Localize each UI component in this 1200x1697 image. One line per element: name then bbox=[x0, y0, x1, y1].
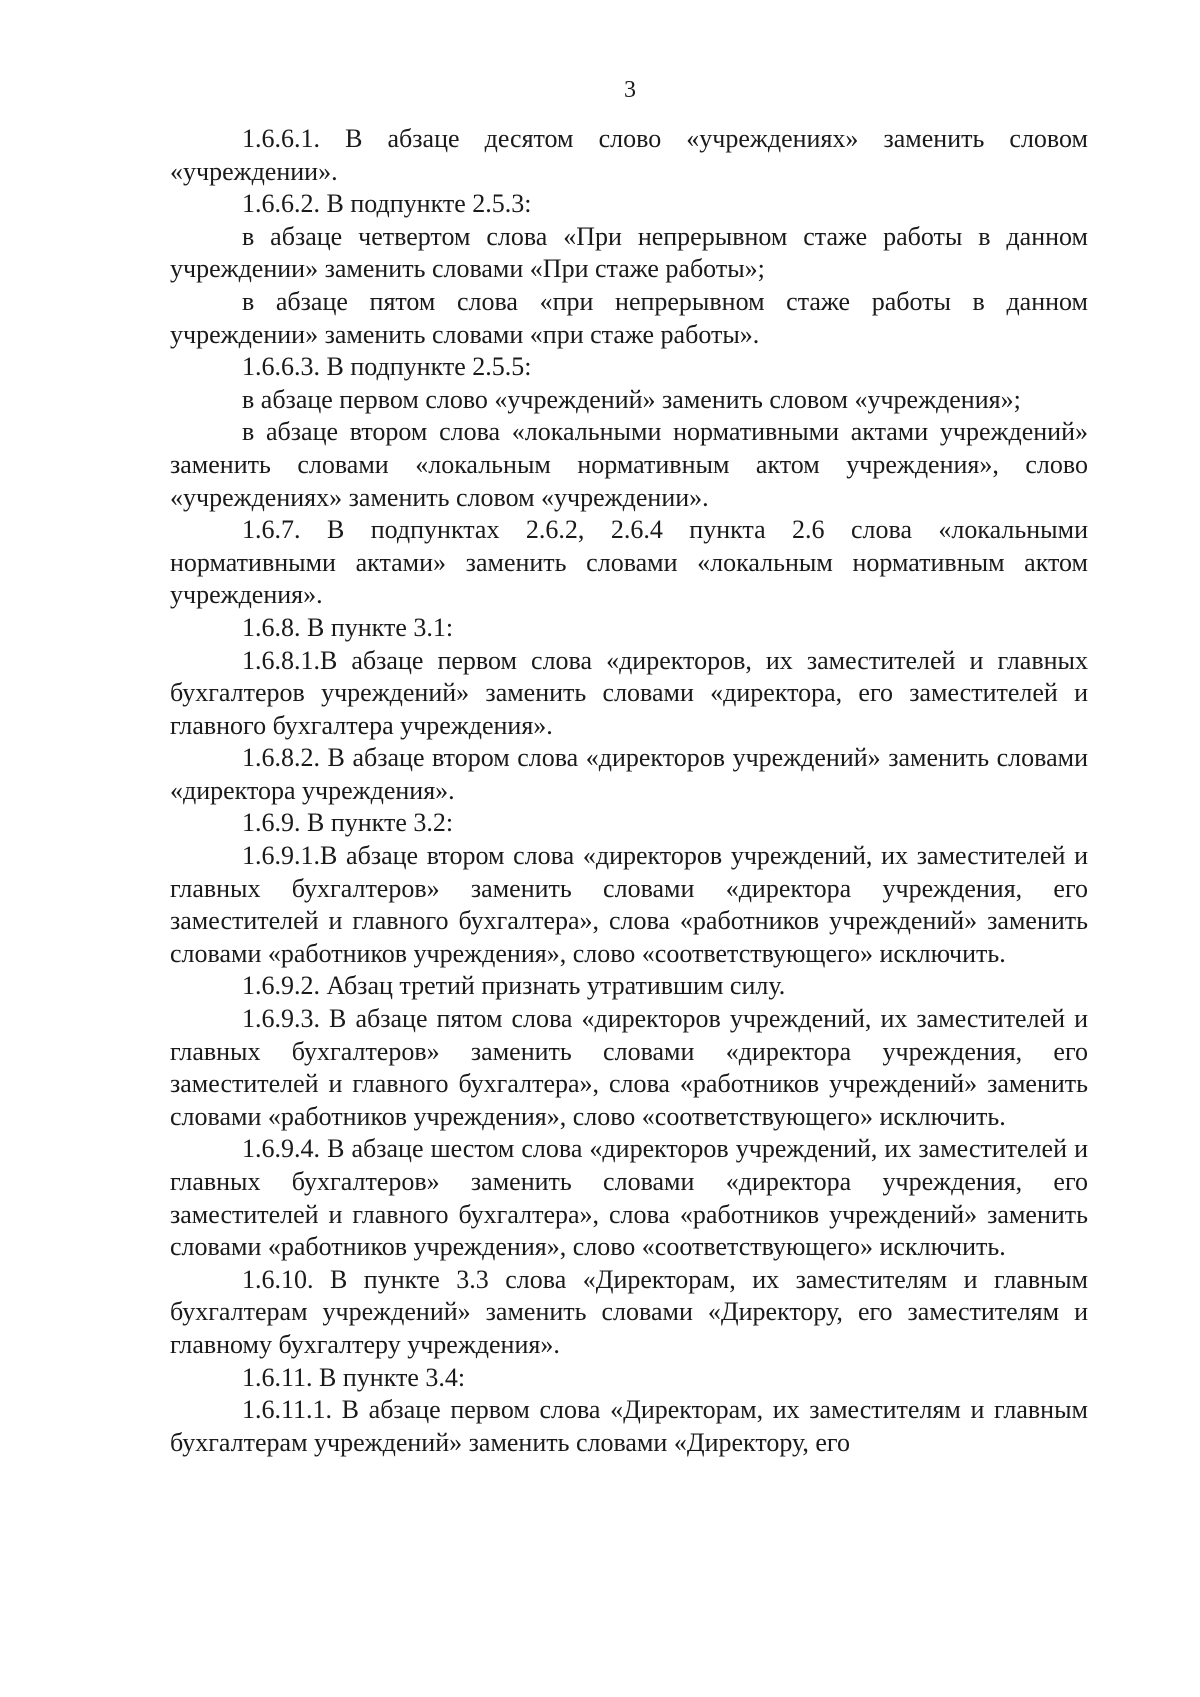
paragraph-1-6-8-1: 1.6.8.1.В абзаце первом слова «директоров, их заместителей и главных бухгалтеров учреждений» заменить словами «директора, его заместителей и главного бухгалтера учреждения». bbox=[170, 645, 1088, 740]
paragraph-1-6-11: 1.6.11. В пункте 3.4: bbox=[242, 1362, 466, 1392]
paragraph-1-6-6-2: 1.6.6.2. В подпункте 2.5.3: bbox=[242, 189, 532, 219]
paragraph-abzac-4: в абзаце четвертом слова «При непрерывном стаже работы в данном учреждении» заменить словами «При стаже работы»; bbox=[170, 221, 1088, 284]
paragraph-1-6-7: 1.6.7. В подпунктах 2.6.2, 2.6.4 пункта 2.6 слова «локальными нормативными актами» заменить словами «локальным нормативным актом учреждения». bbox=[170, 515, 1088, 610]
paragraph-1-6-9: 1.6.9. В пункте 3.2: bbox=[242, 808, 454, 838]
paragraph-1-6-6-3: 1.6.6.3. В подпункте 2.5.5: bbox=[242, 352, 532, 382]
paragraph-1-6-8: 1.6.8. В пункте 3.1: bbox=[242, 612, 454, 642]
paragraph-1-6-10: 1.6.10. В пункте 3.3 слова «Директорам, их заместителям и главным бухгалтерам учреждений» заменить словами «Директору, его заместителям и главному бухгалтеру учреждения». bbox=[170, 1264, 1088, 1359]
paragraph-1-6-9-1: 1.6.9.1.В абзаце втором слова «директоров учреждений, их заместителей и главных бухгалтеров» заменить словами «директора учреждения, его заместителей и главного бухгалтера», слова «работников учреждений» заменить словами «работников учреждения», слово «соответствующего» исключить. bbox=[170, 841, 1088, 968]
paragraph-abzac-2: в абзаце втором слова «локальными нормативными актами учреждений» заменить словами «локальным нормативным актом учреждения», слово «учреждениях» заменить словом «учреждении». bbox=[170, 417, 1088, 512]
paragraph-1-6-9-2: 1.6.9.2. Абзац третий признать утратившим силу. bbox=[242, 971, 786, 1001]
paragraph-1-6-8-2: 1.6.8.2. В абзаце втором слова «директоров учреждений» заменить словами «директора учреждения». bbox=[170, 743, 1088, 805]
paragraph-1-6-9-3: 1.6.9.3. В абзаце пятом слова «директоров учреждений, их заместителей и главных бухгалтеров» заменить словами «директора учреждения, его заместителей и главного бухгалтера», слова «работников учреждений» заменить словами «работников учреждения», слово «соответствующего» исключить. bbox=[170, 1004, 1088, 1131]
document-body bbox=[170, 123, 1088, 1459]
paragraph-1-6-6-1: 1.6.6.1. В абзаце десятом слово «учреждениях» заменить словом «учреждении». bbox=[170, 124, 1088, 186]
page-number: 3 bbox=[624, 77, 636, 103]
paragraph-abzac-5: в абзаце пятом слова «при непрерывном стаже работы в данном учреждении» заменить словами «при стаже работы». bbox=[170, 286, 1088, 349]
paragraph-abzac-1: в абзаце первом слово «учреждений» заменить словом «учреждения»; bbox=[242, 384, 1021, 414]
paragraph-1-6-11-1: 1.6.11.1. В абзаце первом слова «Директорам, их заместителям и главным бухгалтерам учреждений» заменить словами «Директору, его bbox=[170, 1395, 1088, 1457]
paragraph-1-6-9-4: 1.6.9.4. В абзаце шестом слова «директоров учреждений, их заместителей и главных бухгалтеров» заменить словами «директора учреждения, его заместителей и главного бухгалтера», слова «работников учреждений» заменить словами «работников учреждения», слово «соответствующего» исключить. bbox=[170, 1134, 1088, 1262]
